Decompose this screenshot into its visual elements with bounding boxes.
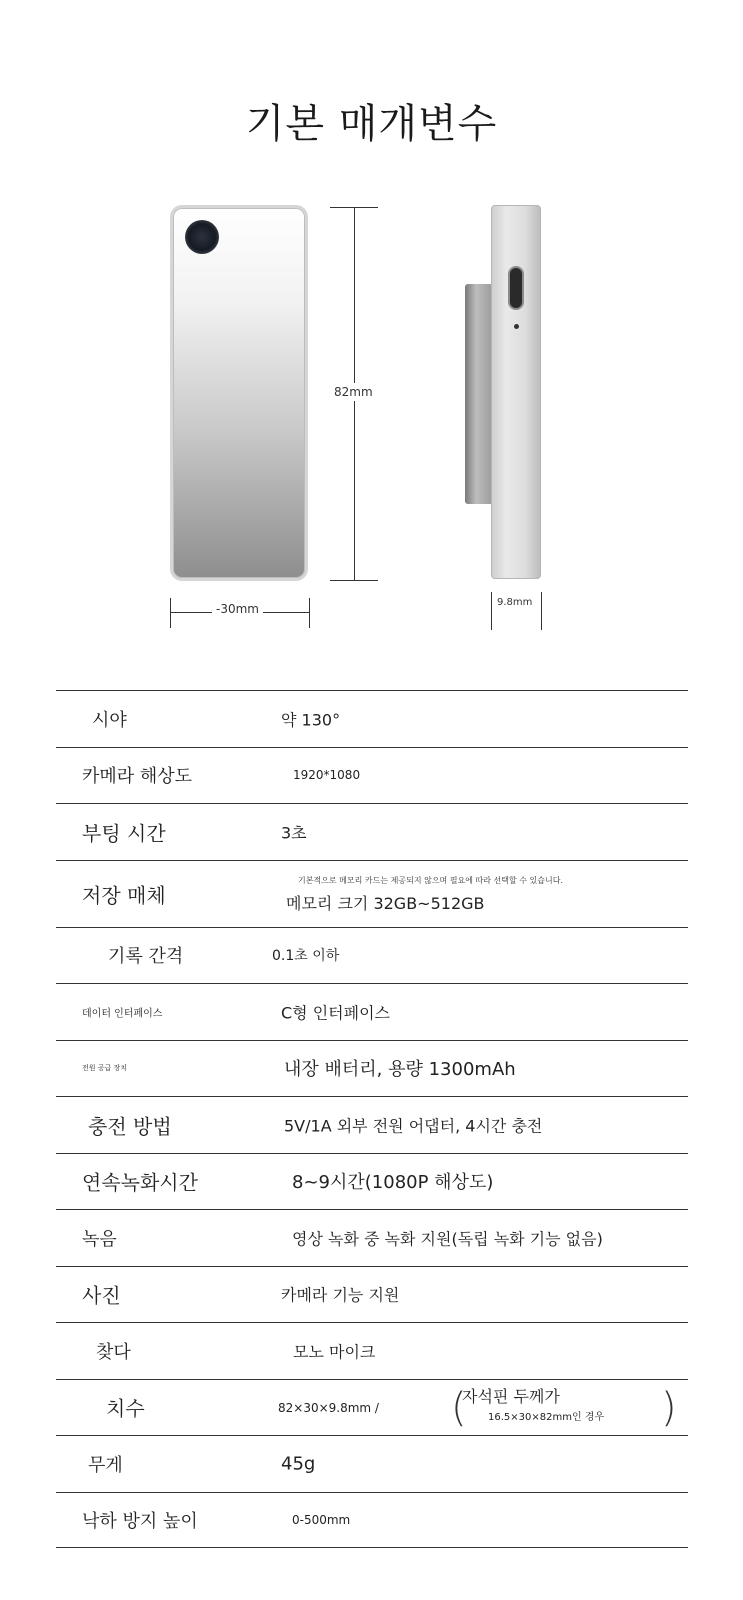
spec-value: 모노 마이크 bbox=[293, 1342, 376, 1362]
spec-value: 내장 배터리, 용량 1300mAh bbox=[284, 1059, 516, 1081]
spec-value: 카메라 기능 지원 bbox=[281, 1285, 400, 1305]
spec-label: 무게 bbox=[88, 1454, 123, 1476]
height-dimension-cap-bottom bbox=[330, 580, 378, 581]
magnet-clip-image bbox=[465, 284, 493, 504]
spec-row-drop-height bbox=[56, 1492, 688, 1549]
spec-label: 전원 공급 장치 bbox=[82, 1064, 128, 1073]
spec-row-field-of-view bbox=[56, 690, 688, 747]
spec-value: 45g bbox=[281, 1453, 316, 1475]
height-dimension-cap-top bbox=[330, 207, 378, 208]
spec-row-weight bbox=[56, 1435, 688, 1492]
width-dimension-cap-left bbox=[170, 598, 171, 628]
spec-row-storage bbox=[56, 860, 688, 927]
spec-row-record-interval bbox=[56, 927, 688, 984]
camera-lens-icon bbox=[185, 220, 219, 254]
spec-row-charging bbox=[56, 1096, 688, 1153]
spec-label: 카메라 해상도 bbox=[82, 766, 193, 788]
magnet-thickness-value: 16.5×30×82mm인 경우 bbox=[488, 1411, 605, 1423]
usb-c-port-icon bbox=[508, 266, 524, 310]
spec-value: 3초 bbox=[281, 823, 307, 843]
storage-note: 기본적으로 메모리 카드는 제공되지 않으며 필요에 따라 선택할 수 있습니다. bbox=[298, 875, 563, 885]
magnet-thickness-label: 자석핀 두께가 bbox=[462, 1386, 560, 1406]
spec-value: C형 인터페이스 bbox=[281, 1003, 390, 1023]
spec-row-camera-resolution bbox=[56, 747, 688, 804]
spec-label: 사진 bbox=[82, 1283, 121, 1308]
thickness-dimension-label: 9.8mm bbox=[497, 597, 533, 608]
spec-label: 시야 bbox=[92, 709, 127, 731]
spec-label: 녹음 bbox=[82, 1228, 117, 1250]
paren-close: ) bbox=[661, 1384, 677, 1431]
thickness-dimension-left bbox=[491, 592, 492, 630]
spec-value: 0-500mm bbox=[292, 1512, 351, 1527]
spec-row-continuous-recording bbox=[56, 1153, 688, 1210]
spec-label: 부팅 시간 bbox=[82, 821, 166, 846]
spec-value: 0.1초 이하 bbox=[272, 948, 340, 965]
spec-row-power-supply bbox=[56, 1040, 688, 1097]
thickness-dimension-right bbox=[541, 592, 542, 630]
spec-row-boot-time bbox=[56, 803, 688, 860]
spec-value: 1920*1080 bbox=[293, 768, 361, 783]
page-title: 기본 매개변수 bbox=[245, 101, 498, 147]
spec-value: 약 130° bbox=[281, 710, 341, 730]
spec-row-photo bbox=[56, 1266, 688, 1323]
width-dimension-cap-right bbox=[309, 598, 310, 628]
spec-label: 기록 간격 bbox=[108, 946, 184, 968]
spec-label: 낙하 방지 높이 bbox=[82, 1510, 198, 1532]
spec-row-data-interface bbox=[56, 983, 688, 1040]
paren-open: ( bbox=[451, 1384, 467, 1431]
device-side-image bbox=[491, 205, 541, 579]
spec-value: 메모리 크기 32GB~512GB bbox=[286, 893, 485, 913]
spec-value: 8~9시간(1080P 해상도) bbox=[292, 1172, 494, 1194]
spec-row-size bbox=[56, 1379, 688, 1436]
spec-label: 치수 bbox=[106, 1396, 145, 1421]
spec-value: 5V/1A 외부 전원 어댑터, 4시간 충전 bbox=[284, 1116, 543, 1136]
spec-label: 찾다 bbox=[96, 1341, 131, 1363]
device-front-image bbox=[170, 205, 308, 581]
spec-value: 영상 녹화 중 녹화 지원(독립 녹화 기능 없음) bbox=[292, 1229, 603, 1249]
spec-row-find bbox=[56, 1322, 688, 1379]
spec-row-audio bbox=[56, 1209, 688, 1266]
spec-label: 데이터 인터페이스 bbox=[82, 1008, 163, 1020]
spec-label: 충전 방법 bbox=[88, 1114, 172, 1139]
spec-label: 저장 매체 bbox=[82, 883, 166, 907]
width-dimension-label: -30mm bbox=[212, 602, 263, 616]
spec-value: 82×30×9.8mm / bbox=[278, 1400, 379, 1415]
spec-table bbox=[56, 690, 688, 1548]
spec-label: 연속녹화시간 bbox=[82, 1170, 198, 1195]
height-dimension-label: 82mm bbox=[334, 385, 373, 399]
microphone-hole-icon bbox=[514, 324, 519, 329]
